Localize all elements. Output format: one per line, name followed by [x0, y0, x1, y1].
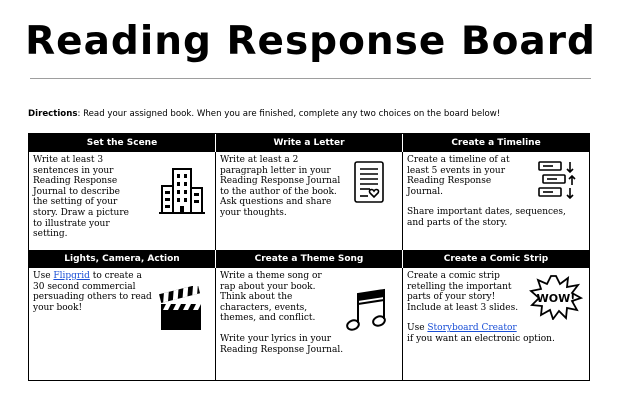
cell-create-a-theme-song — [215, 268, 402, 380]
cell-text-1: Create a comic strip retelling the important parts of your story! Include at least 3 slides. — [407, 271, 519, 313]
wow-text: WOW! — [536, 292, 576, 305]
cell-text: Write at least a 2 paragraph letter in your Reading Response Journal to the author of the book. Ask questions and share your thoughts. — [220, 155, 341, 218]
cell-text-rest: if you want an electronic option. — [407, 333, 555, 344]
cell-text-2: Write your lyrics in your Reading Response Journal. — [220, 333, 344, 355]
cell-text-2 — [407, 323, 572, 344]
cell-text — [33, 271, 153, 313]
letter-icon — [352, 160, 388, 206]
cell-text-1: Create a timeline of at least 5 events in your Reading Response Journal. — [407, 155, 510, 197]
clapperboard-icon — [157, 286, 205, 332]
cell-write-a-letter — [215, 152, 402, 250]
directions-label: Directions — [28, 109, 78, 119]
buildings-icon — [159, 166, 205, 216]
use-prefix: Use — [407, 323, 428, 334]
header-set-the-scene: Set the Scene — [29, 134, 215, 152]
cell-create-a-timeline — [402, 152, 589, 250]
header-write-a-letter: Write a Letter — [215, 134, 402, 152]
page-title: Reading Response Board — [25, 19, 596, 64]
cell-lights-camera-action — [29, 268, 215, 380]
directions — [28, 108, 608, 120]
cell-text-2: Share important dates, sequences, and parts of the story. — [407, 207, 566, 228]
board-row-2 — [29, 268, 589, 380]
board-header-row-2 — [29, 250, 589, 268]
board-header-row-1 — [29, 134, 589, 152]
use-prefix: Use — [33, 271, 54, 281]
cell-set-the-scene — [29, 152, 215, 250]
cell-text-1: Write a theme song or rap about your book. Think about the characters, events, themes, and conflict. — [220, 271, 322, 324]
cell-text-rest: to create a 30 second commercial persuading others to read your book! — [33, 271, 152, 313]
storyboard-creator-link[interactable]: Storyboard Creator — [427, 323, 517, 334]
header-create-a-theme-song: Create a Theme Song — [215, 250, 402, 268]
cell-create-a-comic-strip — [402, 268, 589, 380]
cell-text: Write at least 3 sentences in your Reading Response Journal to describe the setting of your story. Draw a picture to illustrate your setting. — [33, 155, 129, 240]
board-row-1 — [29, 152, 589, 250]
header-create-a-comic-strip: Create a Comic Strip — [402, 250, 589, 268]
header-create-a-timeline: Create a Timeline — [402, 134, 589, 152]
flipgrid-link[interactable]: Flipgrid — [53, 271, 90, 281]
header-lights-camera-action: Lights, Camera, Action — [29, 250, 215, 268]
title-divider — [30, 78, 591, 79]
choice-board — [28, 133, 590, 381]
directions-text: : Read your assigned book. When you are finished, complete any two choices on the board below! — [77, 109, 501, 119]
